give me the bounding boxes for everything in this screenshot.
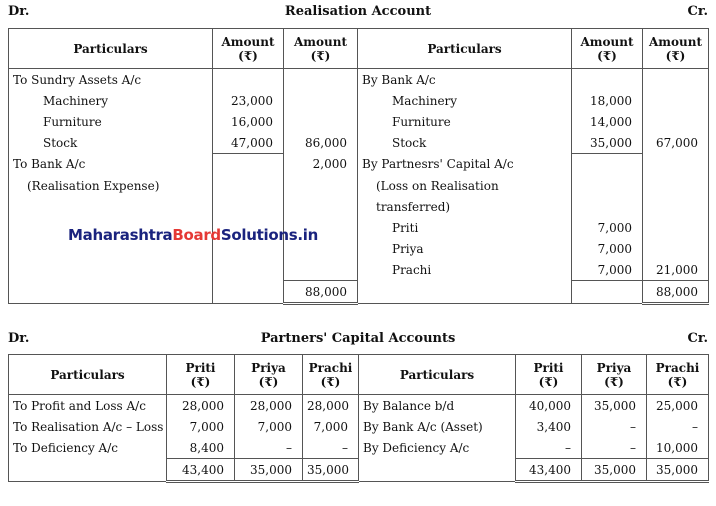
cr-label: Cr.	[687, 331, 708, 346]
capital-title: Partners' Capital Accounts	[260, 331, 456, 346]
amount-cell	[213, 281, 284, 304]
priti-amount-cell: 40,000	[516, 395, 582, 417]
amount-cell: 88,000	[643, 281, 709, 304]
amount-cell	[284, 69, 358, 91]
table-row	[9, 111, 709, 132]
amount-cell: 47,000	[213, 132, 284, 154]
amount-cell	[643, 175, 709, 196]
amount-cell	[643, 238, 709, 259]
table-row	[9, 132, 709, 154]
cap-header-priya-right: Priya (₹)	[582, 355, 647, 395]
priya-amount-cell: 7,000	[235, 416, 303, 437]
particulars-cell: transferred)	[358, 196, 572, 217]
priya-amount-cell: –	[582, 416, 647, 437]
priya-amount-cell: 28,000	[235, 395, 303, 417]
capital-header	[0, 329, 716, 349]
priya-amount-cell: 35,000	[235, 459, 303, 482]
particulars-cell	[358, 281, 572, 304]
particulars-cell	[9, 259, 213, 281]
priti-amount-cell: 43,400	[167, 459, 235, 482]
capital-accounts-table	[8, 354, 709, 483]
particulars-cell: Priya	[358, 238, 572, 259]
amount-cell	[284, 90, 358, 111]
amount-cell	[213, 69, 284, 91]
particulars-cell: By Partnesrs' Capital A/c	[358, 154, 572, 176]
table-row	[9, 459, 709, 482]
amount-cell	[284, 196, 358, 217]
amount-cell: 35,000	[572, 132, 643, 154]
cap-header-particulars-left: Particulars	[9, 355, 167, 395]
amount-cell: 88,000	[284, 281, 358, 304]
amount-cell	[213, 175, 284, 196]
prachi-amount-cell: –	[647, 416, 709, 437]
amount-cell	[643, 111, 709, 132]
particulars-cell: To Deficiency A/c	[9, 437, 167, 459]
priya-amount-cell: –	[582, 437, 647, 459]
realisation-title: Realisation Account	[284, 4, 432, 19]
table-row	[9, 69, 709, 91]
table-row	[9, 259, 709, 281]
amount-cell: 21,000	[643, 259, 709, 281]
amount-cell: 7,000	[572, 238, 643, 259]
table-row	[9, 196, 709, 217]
cap-header-priti-right: Priti (₹)	[516, 355, 582, 395]
amount-cell: 18,000	[572, 90, 643, 111]
particulars-cell	[359, 459, 516, 482]
particulars-cell: Furniture	[358, 111, 572, 132]
prachi-amount-cell: 7,000	[303, 416, 359, 437]
amount-cell	[643, 196, 709, 217]
amount-cell: 86,000	[284, 132, 358, 154]
header-amount-right-2: Amount (₹)	[643, 29, 709, 69]
table-row	[9, 437, 709, 459]
watermark: MaharashtraBoardSolutions.in	[68, 226, 318, 244]
cap-header-priya-left: Priya (₹)	[235, 355, 303, 395]
amount-cell: 16,000	[213, 111, 284, 132]
particulars-cell: Machinery	[9, 90, 213, 111]
particulars-cell: Stock	[358, 132, 572, 154]
amount-cell	[643, 69, 709, 91]
amount-cell	[284, 111, 358, 132]
dr-label: Dr.	[8, 4, 30, 19]
amount-cell: 67,000	[643, 132, 709, 154]
amount-cell	[643, 90, 709, 111]
amount-cell	[572, 69, 643, 91]
amount-cell: 7,000	[572, 217, 643, 238]
prachi-amount-cell: 35,000	[303, 459, 359, 482]
priya-amount-cell: –	[235, 437, 303, 459]
amount-cell	[284, 259, 358, 281]
particulars-cell: Furniture	[9, 111, 213, 132]
particulars-cell: Stock	[9, 132, 213, 154]
particulars-cell: Prachi	[358, 259, 572, 281]
table-row	[9, 154, 709, 176]
particulars-cell: By Bank A/c	[358, 69, 572, 91]
amount-cell: 7,000	[572, 259, 643, 281]
cr-label: Cr.	[687, 4, 708, 19]
table-row	[9, 416, 709, 437]
amount-cell	[572, 196, 643, 217]
priti-amount-cell: 3,400	[516, 416, 582, 437]
particulars-cell: By Deficiency A/c	[359, 437, 516, 459]
table-row	[9, 395, 709, 417]
particulars-cell: To Profit and Loss A/c	[9, 395, 167, 417]
amount-cell	[643, 217, 709, 238]
amount-cell	[572, 154, 643, 176]
particulars-cell: To Bank A/c	[9, 154, 213, 176]
particulars-cell: To Realisation A/c – Loss	[9, 416, 167, 437]
cap-header-particulars-right: Particulars	[359, 355, 516, 395]
amount-cell: 14,000	[572, 111, 643, 132]
header-particulars-left: Particulars	[9, 29, 213, 69]
particulars-cell	[9, 196, 213, 217]
amount-cell	[213, 259, 284, 281]
priti-amount-cell: 8,400	[167, 437, 235, 459]
particulars-cell: By Balance b/d	[359, 395, 516, 417]
dr-label: Dr.	[8, 331, 30, 346]
priti-amount-cell: 7,000	[167, 416, 235, 437]
amount-cell	[213, 154, 284, 176]
particulars-cell: (Loss on Realisation	[358, 175, 572, 196]
prachi-amount-cell: 35,000	[647, 459, 709, 482]
amount-cell	[572, 175, 643, 196]
cap-header-prachi-right: Prachi (₹)	[647, 355, 709, 395]
amount-cell: 23,000	[213, 90, 284, 111]
particulars-cell: Priti	[358, 217, 572, 238]
header-amount-left-1: Amount (₹)	[213, 29, 284, 69]
amount-cell: 2,000	[284, 154, 358, 176]
priti-amount-cell: 43,400	[516, 459, 582, 482]
cap-header-priti-left: Priti (₹)	[167, 355, 235, 395]
realisation-header	[0, 2, 716, 22]
priya-amount-cell: 35,000	[582, 459, 647, 482]
priti-amount-cell: –	[516, 437, 582, 459]
table-row	[9, 175, 709, 196]
particulars-cell: By Bank A/c (Asset)	[359, 416, 516, 437]
priya-amount-cell: 35,000	[582, 395, 647, 417]
header-particulars-right: Particulars	[358, 29, 572, 69]
table-row	[9, 281, 709, 304]
particulars-cell: (Realisation Expense)	[9, 175, 213, 196]
cap-header-prachi-left: Prachi (₹)	[303, 355, 359, 395]
particulars-cell	[9, 281, 213, 304]
amount-cell	[213, 196, 284, 217]
header-amount-left-2: Amount (₹)	[284, 29, 358, 69]
particulars-cell: To Sundry Assets A/c	[9, 69, 213, 91]
prachi-amount-cell: 25,000	[647, 395, 709, 417]
amount-cell	[572, 281, 643, 304]
amount-cell	[643, 154, 709, 176]
table-row	[9, 90, 709, 111]
header-amount-right-1: Amount (₹)	[572, 29, 643, 69]
amount-cell	[284, 175, 358, 196]
particulars-cell	[9, 459, 167, 482]
prachi-amount-cell: 28,000	[303, 395, 359, 417]
prachi-amount-cell: –	[303, 437, 359, 459]
particulars-cell: Machinery	[358, 90, 572, 111]
realisation-account-table	[8, 28, 709, 305]
prachi-amount-cell: 10,000	[647, 437, 709, 459]
priti-amount-cell: 28,000	[167, 395, 235, 417]
